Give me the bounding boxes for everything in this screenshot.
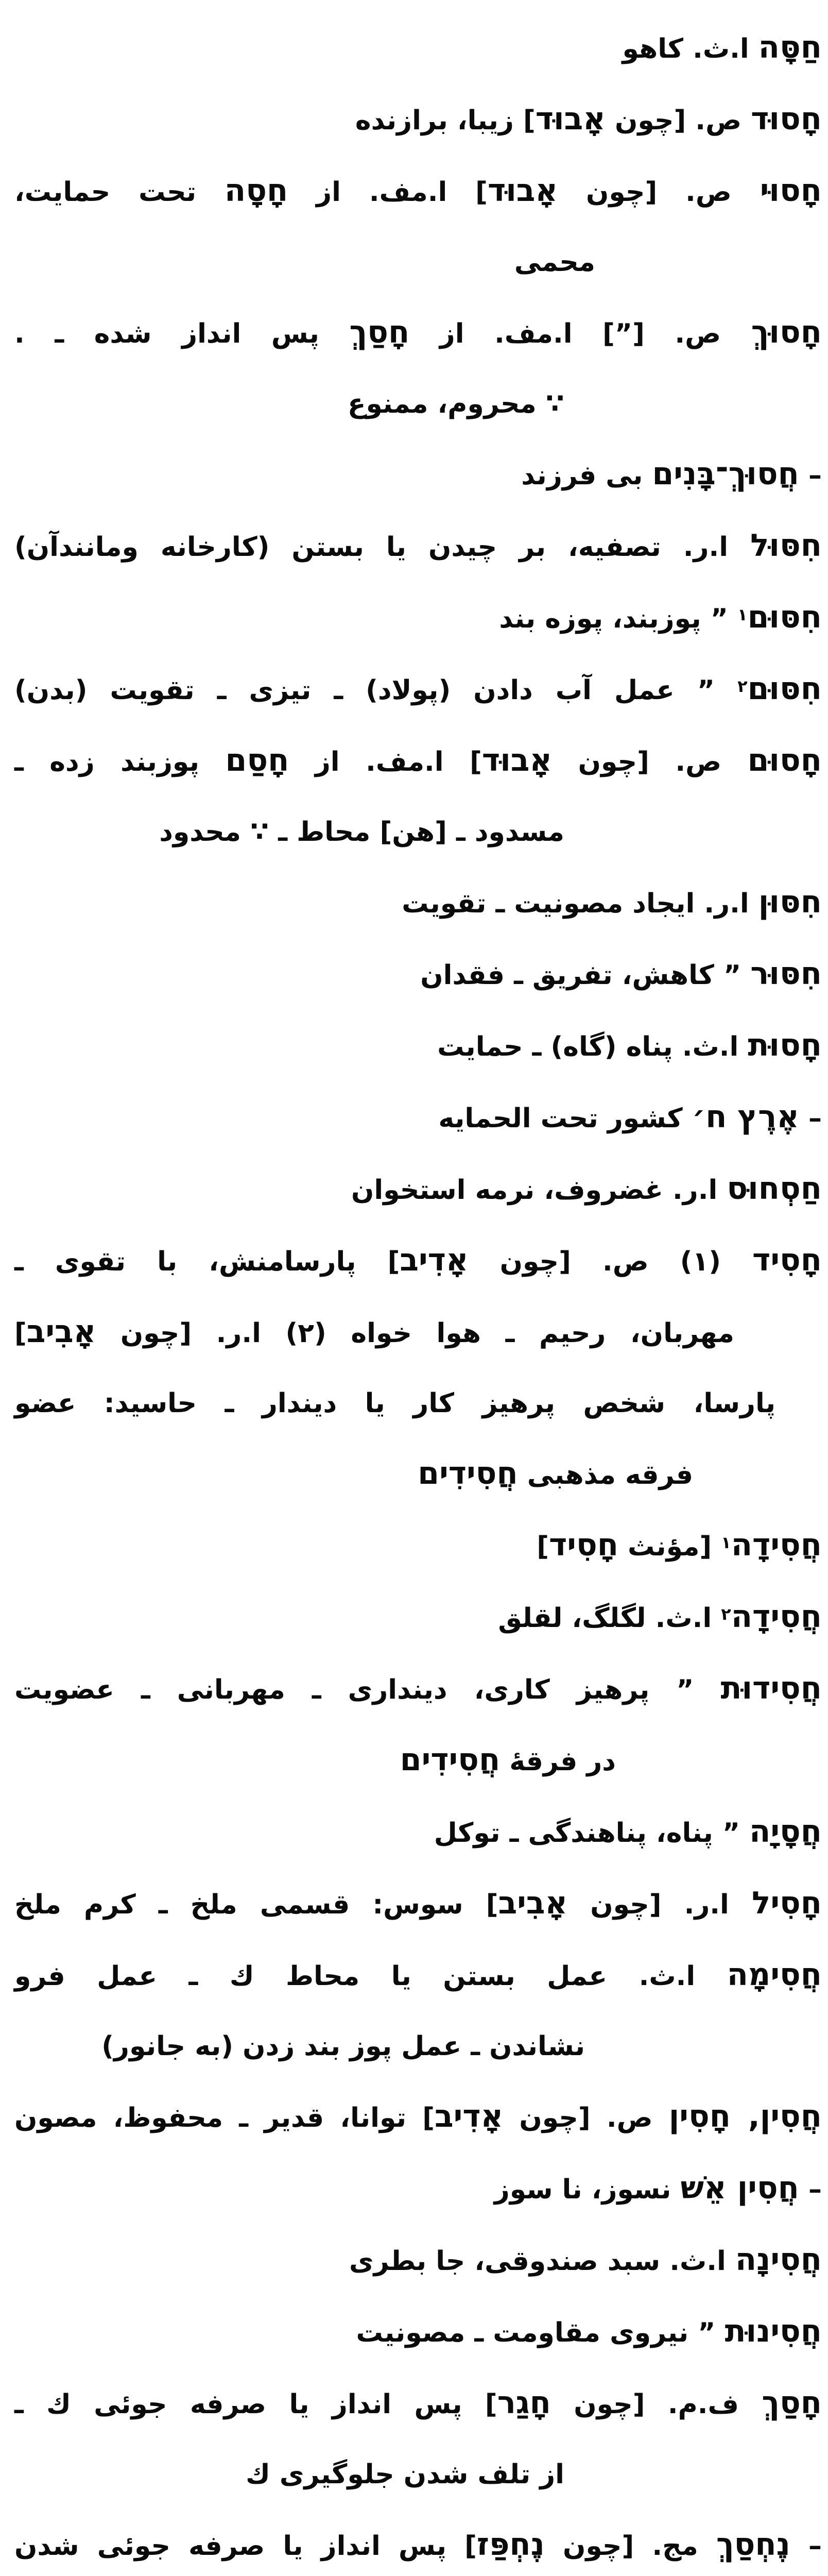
entry-line <box>14 1656 822 1728</box>
homograph-number: ١ <box>721 1532 731 1552</box>
hebrew-headword: אָבוּד <box>487 173 558 209</box>
persian-definition: ] ا.مف. از <box>289 747 482 777</box>
entry-line <box>14 1085 822 1157</box>
hebrew-headword: חָסַם <box>225 742 289 778</box>
entry-line <box>14 300 822 372</box>
persian-definition: در فرقهٔ <box>500 1746 616 1777</box>
hebrew-headword: חִסּוּם <box>747 599 822 635</box>
persian-definition: ] توانا، قدير ـ محفوظ، مصون <box>14 2103 435 2133</box>
persian-definition: ص. [چون <box>503 2103 669 2133</box>
hebrew-headword: חָגַר <box>497 2385 551 2421</box>
entry-line <box>14 1228 822 1300</box>
entries-column <box>14 15 822 2576</box>
persian-definition: ف.م. [چون <box>550 2389 762 2420</box>
persian-definition: ا.ر. غضروف، نرمه استخوان <box>351 1175 727 1206</box>
hebrew-headword: חָסִיד <box>549 1527 618 1563</box>
entry-line <box>14 372 822 442</box>
persian-definition: تحت حمايت، <box>14 177 225 208</box>
persian-definition: پس انداز شده ـ . <box>14 318 350 349</box>
persian-definition: – <box>799 460 822 491</box>
persian-definition: ” عمل آب دادن (پولاد) ـ تيزى ـ تقويت (بدن) <box>14 675 738 706</box>
hebrew-headword: חִסּוּל <box>750 528 822 564</box>
entry-line <box>14 2014 822 2084</box>
hebrew-headword: חֲסִין, חָסִין <box>668 2098 822 2134</box>
persian-definition: ا.ث. عمل بستن يا محاط ك ـ عمل فرو <box>14 1961 727 1992</box>
hebrew-headword: אָדִיב <box>435 2098 504 2134</box>
persian-definition: ا.ر. ايجاد مصونيت ـ تقويت <box>402 888 758 919</box>
persian-definition: ص. [چون <box>605 105 751 136</box>
persian-definition: – <box>799 1103 822 1134</box>
homograph-number: ٢ <box>721 1604 731 1624</box>
entry-line <box>14 230 822 300</box>
hebrew-headword: חָסַךְ <box>762 2385 822 2421</box>
persian-definition: فرقه مذهبى <box>518 1460 693 1490</box>
hebrew-headword: חֲסִימָה <box>727 1957 822 1993</box>
entry-line <box>14 2513 822 2576</box>
entry-line <box>14 1513 822 1585</box>
persian-definition: مسدود ـ [هن] محاط ـ ∵ محدود <box>159 817 564 848</box>
hebrew-headword: חָסוּם <box>747 742 822 778</box>
persian-definition: پوزبند زده ـ <box>14 747 226 777</box>
hebrew-headword: אֶרֶץ ח׳ <box>692 1099 799 1135</box>
persian-definition: ] پس انداز يا صرفه جوئى ك ـ <box>14 2389 497 2420</box>
persian-definition: نشاندن ـ عمل پوز بند زدن (به جانور) <box>101 2031 585 2062</box>
persian-definition: – <box>790 2531 822 2562</box>
persian-definition: از تلف شدن جلوگيرى ك <box>246 2459 564 2490</box>
persian-definition: (١) ص. [چون <box>468 1246 753 1277</box>
entry-line <box>14 800 822 870</box>
hebrew-headword: חֲסוּךְ־בָּנִים <box>652 456 799 492</box>
hebrew-headword: חָסָה <box>225 173 288 209</box>
entry-line <box>14 2228 822 2299</box>
persian-definition: ] ا.مف. از <box>288 177 488 208</box>
entry-line <box>14 942 822 1013</box>
persian-definition: ا.ر. تصفيه، بر چيدن يا بستن (كارخانه ومانندآن) <box>14 532 751 563</box>
persian-definition: ص. [چون <box>558 177 760 208</box>
persian-definition: ∵ محروم، ممنوع <box>347 388 564 419</box>
entry-line <box>14 159 822 230</box>
homograph-number: ١ <box>737 604 748 624</box>
persian-definition: ] پارسامنش، با تقوى ـ <box>14 1246 400 1277</box>
persian-definition: ] <box>14 1318 27 1349</box>
persian-definition: ا.ر. [چون <box>567 1889 752 1920</box>
entry-line <box>14 1371 822 1442</box>
hebrew-headword: אָבִיב <box>26 1314 96 1350</box>
hebrew-headword: חֲסִין אֵשׁ <box>680 2170 799 2206</box>
persian-definition: ا.ث. كاهو <box>622 33 758 64</box>
hebrew-headword: חֲסִינוּת <box>725 2313 822 2349</box>
entry-line <box>14 2084 822 2156</box>
entry-line <box>14 2371 822 2443</box>
persian-definition: – <box>799 2174 822 2205</box>
hebrew-headword: חֲסִינָה <box>735 2242 822 2278</box>
hebrew-headword: חֲסִידִים <box>418 1455 518 1492</box>
hebrew-headword: אָבוּד <box>535 101 606 137</box>
persian-definition: ا.ث. لگلگ، لقلق <box>498 1603 721 1634</box>
entry-line <box>14 1800 822 1871</box>
hebrew-headword: חֲסִידָה <box>731 1599 822 1635</box>
hebrew-headword: חָסַךְ <box>349 314 410 350</box>
hebrew-headword: אָבוּד <box>481 742 553 778</box>
hebrew-headword: חֲסִידָה <box>731 1527 822 1563</box>
entry-line <box>14 870 822 942</box>
persian-definition: ص. [چون <box>552 747 748 777</box>
entry-line <box>14 2299 822 2371</box>
persian-definition: ” پناه، پناهندگى ـ توكل <box>434 1818 750 1849</box>
entry-line <box>14 1013 822 1085</box>
hebrew-headword: נֶחְסַךְ <box>716 2527 790 2563</box>
hebrew-headword: אָדִיב <box>400 1242 469 1278</box>
entry-line <box>14 728 822 800</box>
hebrew-headword: אָבִיב <box>498 1885 568 1921</box>
hebrew-headword: חַסָּה <box>758 29 822 65</box>
persian-definition: ص. [”] ا.مف. از <box>409 318 751 349</box>
entry-line <box>14 2443 822 2513</box>
entry-line <box>14 2156 822 2228</box>
persian-definition: مهربان، رحيم ـ هوا خواه (٢) ا.ر. [چون <box>96 1318 734 1349</box>
entry-line <box>14 1871 822 1943</box>
entry-line <box>14 1442 822 1513</box>
persian-definition: ] زيبا، برازنده <box>355 105 536 136</box>
hebrew-headword: חָסוּךְ <box>751 314 822 350</box>
persian-definition: مج. [چون <box>544 2531 716 2562</box>
persian-definition: ” پوزبند، پوزه بند <box>499 603 738 634</box>
persian-definition: ا.ث. پناه (گاه) ـ حمايت <box>437 1031 748 1062</box>
persian-definition: نسوز، نا سوز <box>494 2174 681 2205</box>
persian-definition: [مؤنث <box>618 1531 721 1562</box>
persian-definition: ” نيروى مقاومت ـ مصونيت <box>356 2317 725 2348</box>
entry-line <box>14 657 822 728</box>
entry-line <box>14 514 822 585</box>
entry-line <box>14 1728 822 1800</box>
persian-definition: ] <box>537 1531 549 1562</box>
hebrew-headword: חִסּוּר <box>750 956 822 992</box>
hebrew-headword: חִסּוּם <box>747 671 822 707</box>
entry-line <box>14 1157 822 1228</box>
persian-definition: بى فرزند <box>521 460 652 491</box>
entry-line <box>14 1943 822 2014</box>
hebrew-headword: חָסִיל <box>752 1885 822 1921</box>
entry-line <box>14 15 822 87</box>
entry-line <box>14 87 822 159</box>
entry-line <box>14 1585 822 1656</box>
persian-definition: ” پرهيز كارى، ديندارى ـ مهربانى ـ عضويت <box>14 1674 721 1705</box>
persian-definition: محمى <box>514 247 595 278</box>
entry-line <box>14 1300 822 1371</box>
entry-line <box>14 442 822 514</box>
hebrew-headword: חָסִיד <box>752 1242 822 1278</box>
hebrew-headword: חֲסָיָה <box>749 1814 822 1850</box>
hebrew-headword: חִסּוּן <box>758 884 822 920</box>
hebrew-headword: נֶחְפַּז <box>476 2527 545 2563</box>
hebrew-headword: חֲסִידִים <box>400 1742 501 1778</box>
hebrew-headword: חָסוּי <box>760 173 822 209</box>
persian-definition: ” كاهش، تفريق ـ فقدان <box>420 960 751 991</box>
persian-definition: ] پس انداز يا صرفه جوئى شدن <box>14 2531 477 2562</box>
hebrew-headword: חֲסִידוּת <box>720 1670 822 1706</box>
hebrew-headword: חַסְחוּס <box>727 1171 822 1207</box>
persian-definition: پارسا، شخص پرهيز كار يا ديندار ـ حاسيد: عضو <box>14 1388 775 1419</box>
persian-definition: كشور تحت الحمايه <box>438 1103 692 1134</box>
hebrew-headword: חָסוּת <box>748 1027 822 1063</box>
persian-definition: ] سوس: قسمى ملخ ـ كرم ملخ <box>14 1889 498 1920</box>
homograph-number: ٢ <box>737 676 748 696</box>
persian-definition: ا.ث. سبد صندوقى، جا بطرى <box>349 2246 735 2277</box>
hebrew-headword: חָסוּד <box>751 101 822 137</box>
entry-line <box>14 585 822 657</box>
